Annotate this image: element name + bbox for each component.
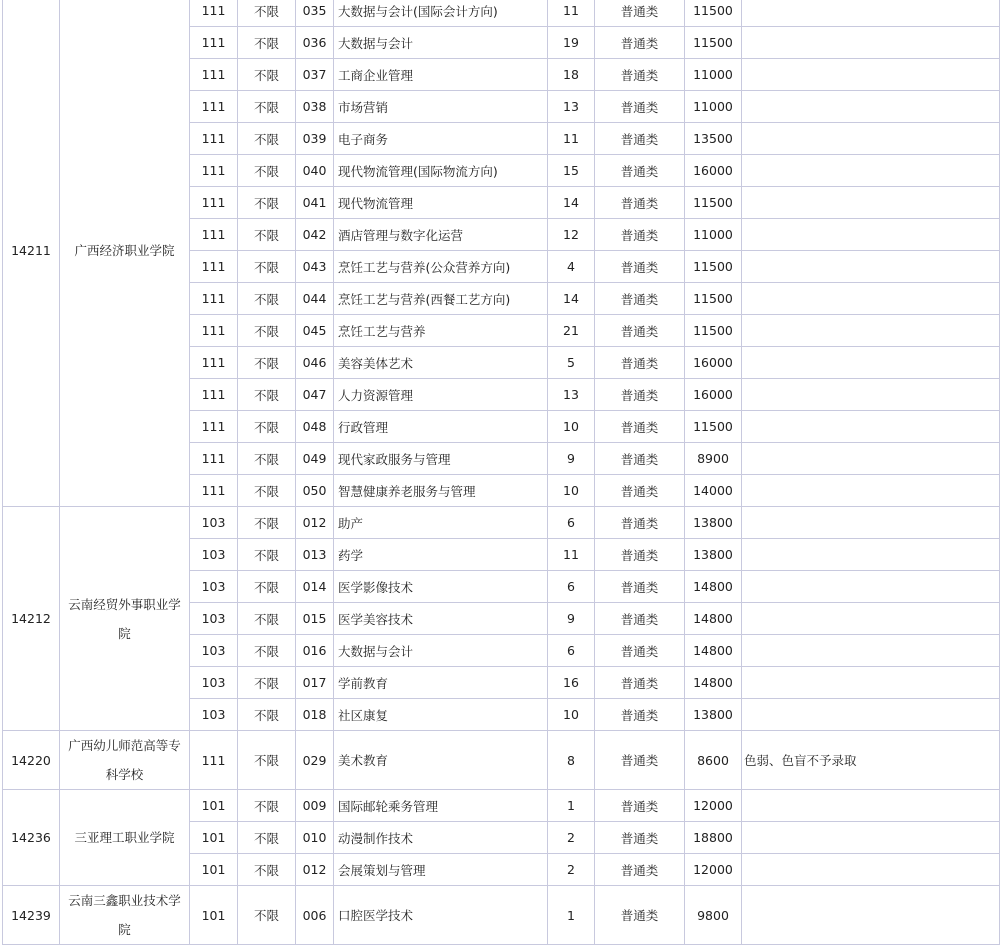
subject-requirement-cell: 不限 (238, 854, 296, 886)
remarks-cell (742, 411, 1000, 443)
category-cell: 普通类 (595, 379, 685, 411)
remarks-cell (742, 347, 1000, 379)
tuition-cell: 14800 (685, 603, 742, 635)
subject-requirement-cell: 不限 (238, 283, 296, 315)
tuition-cell: 11500 (685, 251, 742, 283)
tuition-cell: 13800 (685, 539, 742, 571)
plan-code-cell: 103 (190, 603, 238, 635)
subject-requirement-cell: 不限 (238, 790, 296, 822)
category-cell: 普通类 (595, 347, 685, 379)
subject-requirement-cell: 不限 (238, 507, 296, 539)
remarks-cell (742, 187, 1000, 219)
plan-code-cell: 111 (190, 347, 238, 379)
major-code-cell: 039 (296, 123, 334, 155)
admission-plan-table (2, 0, 1000, 945)
enrollment-count-cell: 6 (548, 507, 595, 539)
tuition-cell: 11000 (685, 219, 742, 251)
remarks-cell (742, 0, 1000, 27)
plan-code-cell: 111 (190, 731, 238, 790)
category-cell: 普通类 (595, 411, 685, 443)
plan-code-cell: 111 (190, 443, 238, 475)
remarks-cell (742, 886, 1000, 945)
subject-requirement-cell: 不限 (238, 59, 296, 91)
tuition-cell: 11500 (685, 27, 742, 59)
major-code-cell: 044 (296, 283, 334, 315)
tuition-cell: 11500 (685, 283, 742, 315)
enrollment-count-cell: 11 (548, 0, 595, 27)
plan-code-cell: 103 (190, 667, 238, 699)
category-cell: 普通类 (595, 475, 685, 507)
remarks-cell (742, 283, 1000, 315)
major-name-cell: 工商企业管理 (334, 59, 548, 91)
subject-requirement-cell: 不限 (238, 219, 296, 251)
plan-code-cell: 101 (190, 886, 238, 945)
major-code-cell: 041 (296, 187, 334, 219)
remarks-cell (742, 603, 1000, 635)
subject-requirement-cell: 不限 (238, 379, 296, 411)
major-code-cell: 012 (296, 854, 334, 886)
tuition-cell: 12000 (685, 854, 742, 886)
subject-requirement-cell: 不限 (238, 603, 296, 635)
major-code-cell: 043 (296, 251, 334, 283)
remarks-cell: 色弱、色盲不予录取 (742, 731, 1000, 790)
plan-code-cell: 103 (190, 699, 238, 731)
major-name-cell: 社区康复 (334, 699, 548, 731)
subject-requirement-cell: 不限 (238, 123, 296, 155)
subject-requirement-cell: 不限 (238, 347, 296, 379)
category-cell: 普通类 (595, 790, 685, 822)
remarks-cell (742, 790, 1000, 822)
enrollment-count-cell: 18 (548, 59, 595, 91)
remarks-cell (742, 123, 1000, 155)
major-code-cell: 016 (296, 635, 334, 667)
major-name-cell: 口腔医学技术 (334, 886, 548, 945)
major-name-cell: 美术教育 (334, 731, 548, 790)
plan-code-cell: 111 (190, 379, 238, 411)
category-cell: 普通类 (595, 59, 685, 91)
enrollment-count-cell: 12 (548, 219, 595, 251)
major-code-cell: 013 (296, 539, 334, 571)
enrollment-count-cell: 6 (548, 635, 595, 667)
enrollment-count-cell: 16 (548, 667, 595, 699)
major-name-cell: 医学美容技术 (334, 603, 548, 635)
enrollment-count-cell: 19 (548, 27, 595, 59)
major-code-cell: 014 (296, 571, 334, 603)
remarks-cell (742, 59, 1000, 91)
major-code-cell: 009 (296, 790, 334, 822)
tuition-cell: 9800 (685, 886, 742, 945)
major-name-cell: 现代物流管理 (334, 187, 548, 219)
remarks-cell (742, 822, 1000, 854)
plan-code-cell: 111 (190, 59, 238, 91)
table-row (3, 507, 1000, 539)
major-name-cell: 电子商务 (334, 123, 548, 155)
major-name-cell: 动漫制作技术 (334, 822, 548, 854)
plan-code-cell: 103 (190, 507, 238, 539)
major-name-cell: 大数据与会计 (334, 27, 548, 59)
major-code-cell: 015 (296, 603, 334, 635)
plan-code-cell: 111 (190, 315, 238, 347)
school-name-cell: 云南三鑫职业技术学院 (60, 886, 190, 945)
category-cell: 普通类 (595, 539, 685, 571)
major-name-cell: 国际邮轮乘务管理 (334, 790, 548, 822)
major-code-cell: 042 (296, 219, 334, 251)
enrollment-count-cell: 1 (548, 886, 595, 945)
enrollment-count-cell: 13 (548, 91, 595, 123)
category-cell: 普通类 (595, 283, 685, 315)
major-name-cell: 现代物流管理(国际物流方向) (334, 155, 548, 187)
subject-requirement-cell: 不限 (238, 251, 296, 283)
major-code-cell: 029 (296, 731, 334, 790)
remarks-cell (742, 539, 1000, 571)
table-row (3, 790, 1000, 822)
subject-requirement-cell: 不限 (238, 187, 296, 219)
school-code-cell: 14220 (3, 731, 60, 790)
subject-requirement-cell: 不限 (238, 0, 296, 27)
category-cell: 普通类 (595, 886, 685, 945)
major-code-cell: 035 (296, 0, 334, 27)
plan-code-cell: 103 (190, 539, 238, 571)
category-cell: 普通类 (595, 123, 685, 155)
subject-requirement-cell: 不限 (238, 635, 296, 667)
enrollment-count-cell: 6 (548, 571, 595, 603)
subject-requirement-cell: 不限 (238, 667, 296, 699)
remarks-cell (742, 315, 1000, 347)
enrollment-count-cell: 4 (548, 251, 595, 283)
plan-code-cell: 111 (190, 123, 238, 155)
tuition-cell: 11500 (685, 411, 742, 443)
subject-requirement-cell: 不限 (238, 539, 296, 571)
plan-code-cell: 111 (190, 411, 238, 443)
enrollment-count-cell: 15 (548, 155, 595, 187)
plan-code-cell: 103 (190, 635, 238, 667)
enrollment-count-cell: 8 (548, 731, 595, 790)
subject-requirement-cell: 不限 (238, 571, 296, 603)
tuition-cell: 11500 (685, 187, 742, 219)
major-name-cell: 大数据与会计(国际会计方向) (334, 0, 548, 27)
major-code-cell: 038 (296, 91, 334, 123)
category-cell: 普通类 (595, 0, 685, 27)
remarks-cell (742, 571, 1000, 603)
category-cell: 普通类 (595, 699, 685, 731)
major-name-cell: 行政管理 (334, 411, 548, 443)
enrollment-count-cell: 11 (548, 123, 595, 155)
remarks-cell (742, 635, 1000, 667)
enrollment-count-cell: 2 (548, 822, 595, 854)
category-cell: 普通类 (595, 854, 685, 886)
major-code-cell: 010 (296, 822, 334, 854)
remarks-cell (742, 699, 1000, 731)
subject-requirement-cell: 不限 (238, 411, 296, 443)
tuition-cell: 16000 (685, 155, 742, 187)
school-name-cell: 三亚理工职业学院 (60, 790, 190, 886)
tuition-cell: 11500 (685, 0, 742, 27)
category-cell: 普通类 (595, 507, 685, 539)
tuition-cell: 16000 (685, 347, 742, 379)
major-name-cell: 助产 (334, 507, 548, 539)
major-name-cell: 医学影像技术 (334, 571, 548, 603)
plan-code-cell: 111 (190, 219, 238, 251)
tuition-cell: 14800 (685, 571, 742, 603)
category-cell: 普通类 (595, 219, 685, 251)
major-name-cell: 人力资源管理 (334, 379, 548, 411)
enrollment-count-cell: 21 (548, 315, 595, 347)
tuition-cell: 8900 (685, 443, 742, 475)
plan-code-cell: 111 (190, 251, 238, 283)
category-cell: 普通类 (595, 603, 685, 635)
tuition-cell: 12000 (685, 790, 742, 822)
major-name-cell: 会展策划与管理 (334, 854, 548, 886)
category-cell: 普通类 (595, 571, 685, 603)
major-code-cell: 018 (296, 699, 334, 731)
plan-code-cell: 111 (190, 91, 238, 123)
plan-code-cell: 111 (190, 27, 238, 59)
major-name-cell: 烹饪工艺与营养 (334, 315, 548, 347)
tuition-cell: 13800 (685, 699, 742, 731)
subject-requirement-cell: 不限 (238, 315, 296, 347)
remarks-cell (742, 27, 1000, 59)
school-code-cell: 14239 (3, 886, 60, 945)
plan-code-cell: 101 (190, 822, 238, 854)
plan-code-cell: 103 (190, 571, 238, 603)
enrollment-count-cell: 1 (548, 790, 595, 822)
enrollment-count-cell: 10 (548, 411, 595, 443)
category-cell: 普通类 (595, 635, 685, 667)
category-cell: 普通类 (595, 27, 685, 59)
subject-requirement-cell: 不限 (238, 886, 296, 945)
major-name-cell: 学前教育 (334, 667, 548, 699)
category-cell: 普通类 (595, 155, 685, 187)
category-cell: 普通类 (595, 251, 685, 283)
subject-requirement-cell: 不限 (238, 699, 296, 731)
tuition-cell: 14000 (685, 475, 742, 507)
enrollment-count-cell: 2 (548, 854, 595, 886)
remarks-cell (742, 507, 1000, 539)
plan-code-cell: 111 (190, 155, 238, 187)
plan-code-cell: 111 (190, 283, 238, 315)
school-code-cell: 14211 (3, 0, 60, 507)
subject-requirement-cell: 不限 (238, 822, 296, 854)
enrollment-count-cell: 5 (548, 347, 595, 379)
major-name-cell: 酒店管理与数字化运营 (334, 219, 548, 251)
major-name-cell: 市场营销 (334, 91, 548, 123)
school-code-cell: 14236 (3, 790, 60, 886)
remarks-cell (742, 443, 1000, 475)
tuition-cell: 13500 (685, 123, 742, 155)
remarks-cell (742, 251, 1000, 283)
tuition-cell: 14800 (685, 635, 742, 667)
major-name-cell: 智慧健康养老服务与管理 (334, 475, 548, 507)
plan-code-cell: 101 (190, 790, 238, 822)
tuition-cell: 8600 (685, 731, 742, 790)
remarks-cell (742, 155, 1000, 187)
subject-requirement-cell: 不限 (238, 155, 296, 187)
remarks-cell (742, 219, 1000, 251)
tuition-cell: 11000 (685, 59, 742, 91)
category-cell: 普通类 (595, 315, 685, 347)
category-cell: 普通类 (595, 91, 685, 123)
major-code-cell: 048 (296, 411, 334, 443)
subject-requirement-cell: 不限 (238, 443, 296, 475)
major-name-cell: 烹饪工艺与营养(西餐工艺方向) (334, 283, 548, 315)
tuition-cell: 13800 (685, 507, 742, 539)
enrollment-count-cell: 14 (548, 187, 595, 219)
tuition-cell: 14800 (685, 667, 742, 699)
enrollment-count-cell: 10 (548, 699, 595, 731)
school-name-cell: 云南经贸外事职业学院 (60, 507, 190, 731)
remarks-cell (742, 667, 1000, 699)
tuition-cell: 11500 (685, 315, 742, 347)
subject-requirement-cell: 不限 (238, 731, 296, 790)
subject-requirement-cell: 不限 (238, 27, 296, 59)
major-name-cell: 美容美体艺术 (334, 347, 548, 379)
category-cell: 普通类 (595, 667, 685, 699)
major-code-cell: 006 (296, 886, 334, 945)
table-row (3, 0, 1000, 27)
category-cell: 普通类 (595, 187, 685, 219)
tuition-cell: 11000 (685, 91, 742, 123)
enrollment-count-cell: 10 (548, 475, 595, 507)
plan-code-cell: 111 (190, 475, 238, 507)
tuition-cell: 16000 (685, 379, 742, 411)
remarks-cell (742, 475, 1000, 507)
table-row (3, 886, 1000, 945)
school-code-cell: 14212 (3, 507, 60, 731)
category-cell: 普通类 (595, 822, 685, 854)
remarks-cell (742, 379, 1000, 411)
major-code-cell: 045 (296, 315, 334, 347)
plan-code-cell: 111 (190, 0, 238, 27)
school-name-cell: 广西经济职业学院 (60, 0, 190, 507)
subject-requirement-cell: 不限 (238, 91, 296, 123)
major-code-cell: 037 (296, 59, 334, 91)
remarks-cell (742, 854, 1000, 886)
major-name-cell: 药学 (334, 539, 548, 571)
category-cell: 普通类 (595, 731, 685, 790)
major-code-cell: 012 (296, 507, 334, 539)
school-name-cell: 广西幼儿师范高等专科学校 (60, 731, 190, 790)
category-cell: 普通类 (595, 443, 685, 475)
enrollment-count-cell: 9 (548, 443, 595, 475)
enrollment-count-cell: 11 (548, 539, 595, 571)
table-row (3, 731, 1000, 790)
major-code-cell: 050 (296, 475, 334, 507)
subject-requirement-cell: 不限 (238, 475, 296, 507)
major-name-cell: 现代家政服务与管理 (334, 443, 548, 475)
major-name-cell: 大数据与会计 (334, 635, 548, 667)
major-name-cell: 烹饪工艺与营养(公众营养方向) (334, 251, 548, 283)
major-code-cell: 036 (296, 27, 334, 59)
plan-code-cell: 101 (190, 854, 238, 886)
remarks-cell (742, 91, 1000, 123)
major-code-cell: 046 (296, 347, 334, 379)
major-code-cell: 049 (296, 443, 334, 475)
enrollment-count-cell: 9 (548, 603, 595, 635)
tuition-cell: 18800 (685, 822, 742, 854)
major-code-cell: 040 (296, 155, 334, 187)
major-code-cell: 017 (296, 667, 334, 699)
plan-code-cell: 111 (190, 187, 238, 219)
enrollment-count-cell: 14 (548, 283, 595, 315)
enrollment-count-cell: 13 (548, 379, 595, 411)
major-code-cell: 047 (296, 379, 334, 411)
